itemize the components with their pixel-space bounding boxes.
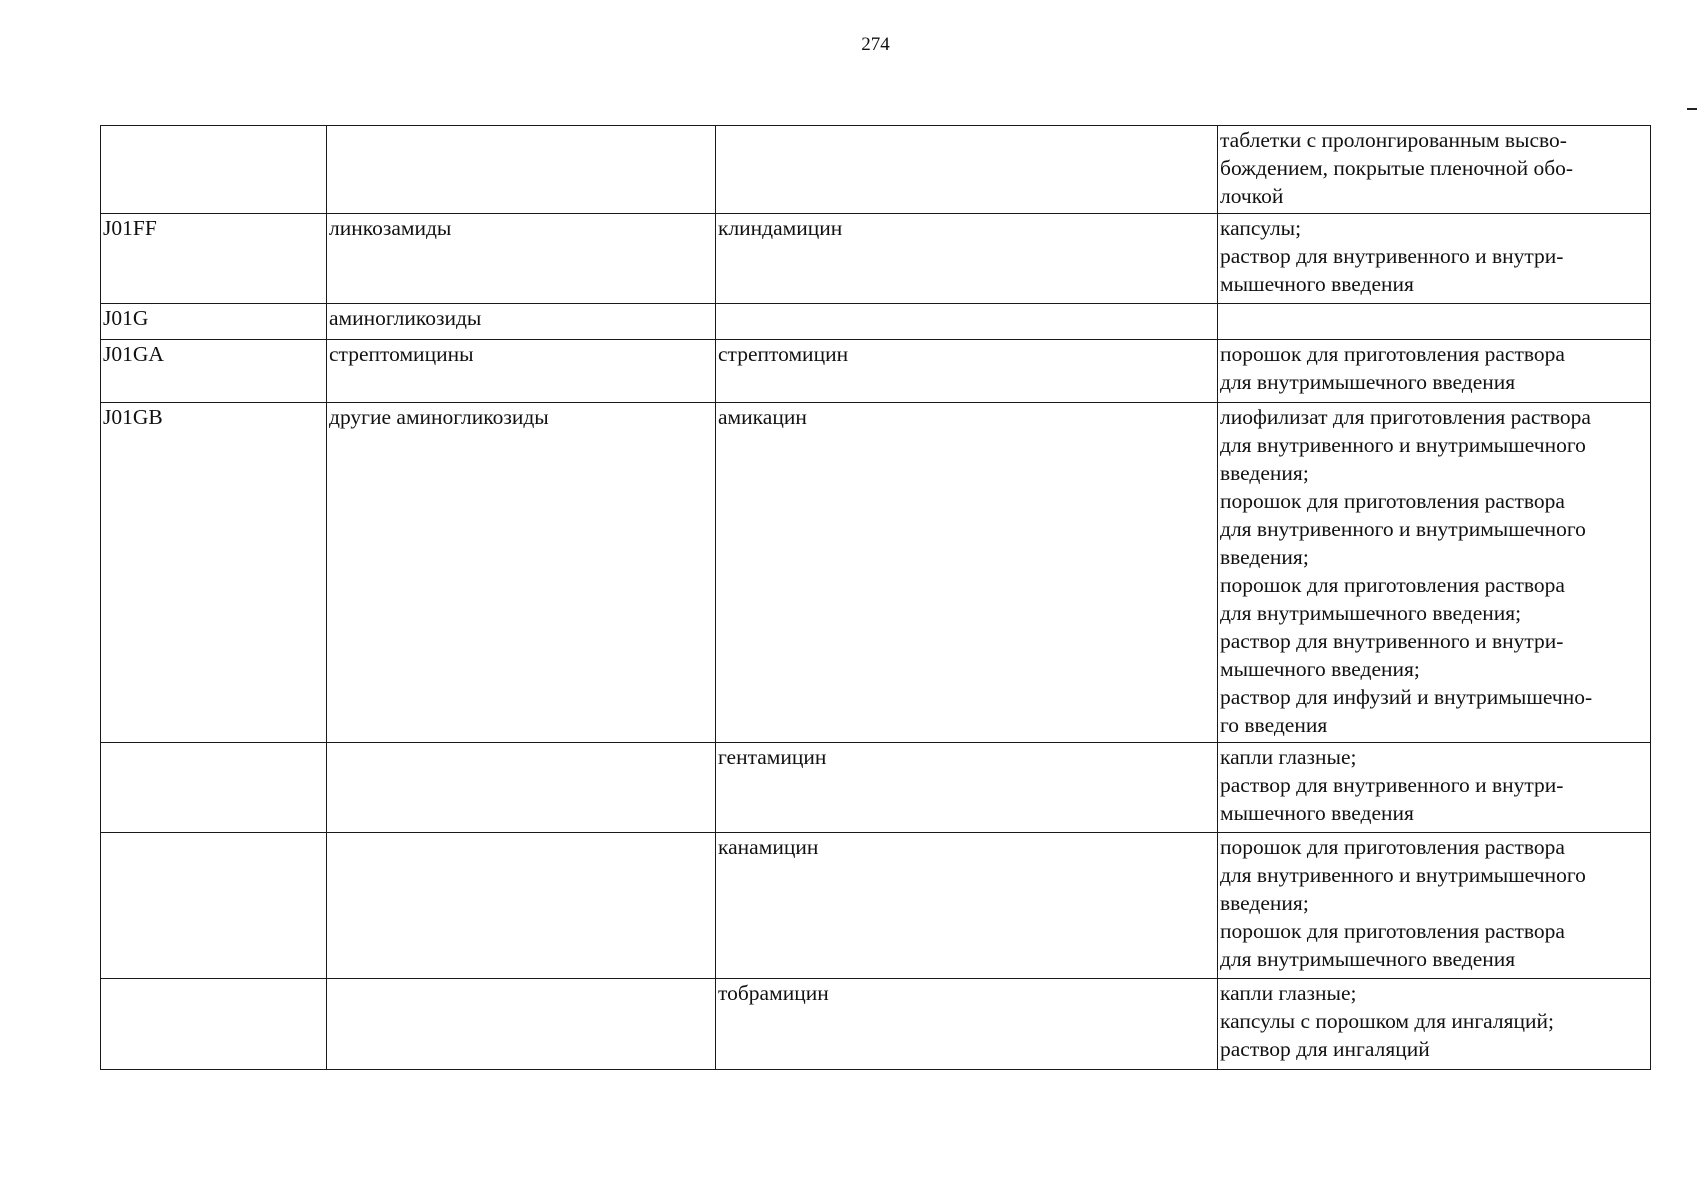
dosage-form-line: лочкой [1220, 184, 1284, 208]
atc-code-cell [101, 833, 327, 979]
pharmacological-group-cell: другие аминогликозиды [327, 403, 716, 743]
table-row [101, 126, 1651, 214]
atc-code-cell [101, 979, 327, 1070]
dosage-forms-cell [1218, 126, 1651, 214]
pharmacological-group-cell: стрептомицины [327, 340, 716, 403]
dosage-forms-cell [1218, 214, 1651, 304]
dosage-form-line: порошок для приготовления раствора [1220, 919, 1565, 943]
drug-name-cell [716, 304, 1218, 340]
dosage-form-line: го введения [1220, 713, 1328, 737]
dosage-form-line: бождением, покрытые пленочной обо- [1220, 156, 1574, 180]
atc-code-cell: J01G [101, 304, 327, 340]
page-number: 274 [861, 34, 890, 55]
pharmacological-group-cell [327, 833, 716, 979]
dosage-form-line: раствор для внутривенного и внутри- [1220, 244, 1564, 268]
pharmacological-group-cell: линкозамиды [327, 214, 716, 304]
dosage-form-line: введения; [1220, 461, 1309, 485]
atc-code-cell [101, 743, 327, 833]
dosage-forms-cell [1218, 403, 1651, 743]
table-row [101, 214, 1651, 304]
table-row [101, 304, 1651, 340]
table-row [101, 743, 1651, 833]
dosage-form-line: введения; [1220, 891, 1309, 915]
atc-code-cell: J01GB [101, 403, 327, 743]
dosage-form-line: для внутримышечного введения [1220, 947, 1516, 971]
dosage-form-line: раствор для внутривенного и внутри- [1220, 629, 1564, 653]
dosage-form-line: раствор для инфузий и внутримышечно- [1220, 685, 1593, 709]
dosage-forms-cell [1218, 743, 1651, 833]
dosage-form-line: для внутримышечного введения; [1220, 601, 1522, 625]
drug-name-cell: канамицин [716, 833, 1218, 979]
dosage-form-line: капсулы; [1220, 216, 1302, 240]
dosage-forms-cell [1218, 340, 1651, 403]
pharmacological-group-cell [327, 126, 716, 214]
dosage-forms-cell [1218, 833, 1651, 979]
dosage-form-line: порошок для приготовления раствора [1220, 835, 1565, 859]
pharmacological-group-cell [327, 743, 716, 833]
dosage-form-line: мышечного введения; [1220, 657, 1420, 681]
dosage-form-line: мышечного введения [1220, 801, 1414, 825]
dosage-form-line: порошок для приготовления раствора [1220, 573, 1565, 597]
drug-name-cell: гентамицин [716, 743, 1218, 833]
atc-code-cell [101, 126, 327, 214]
dosage-form-line: для внутривенного и внутримышечного [1220, 517, 1586, 541]
dosage-form-line: введения; [1220, 545, 1309, 569]
dosage-form-line: для внутривенного и внутримышечного [1220, 433, 1586, 457]
dosage-form-line: раствор для внутривенного и внутри- [1220, 773, 1564, 797]
table-row [101, 340, 1651, 403]
dosage-form-line: раствор для ингаляций [1220, 1037, 1430, 1061]
dosage-forms-cell [1218, 979, 1651, 1070]
drug-name-cell: амикацин [716, 403, 1218, 743]
dosage-form-line: таблетки с пролонгированным высво- [1220, 128, 1567, 152]
table-row [101, 403, 1651, 743]
table-row [101, 979, 1651, 1070]
dosage-form-line: порошок для приготовления раствора [1220, 489, 1565, 513]
drug-name-cell: клиндамицин [716, 214, 1218, 304]
pharmacological-group-cell [327, 979, 716, 1070]
dosage-form-line: капсулы с порошком для ингаляций; [1220, 1009, 1555, 1033]
drug-name-cell: тобрамицин [716, 979, 1218, 1070]
dosage-form-line: мышечного введения [1220, 272, 1414, 296]
dosage-form-line: порошок для приготовления раствора [1220, 342, 1565, 366]
dosage-form-line: для внутривенного и внутримышечного [1220, 863, 1586, 887]
dosage-form-line: лиофилизат для приготовления раствора [1220, 405, 1591, 429]
pharmacological-group-cell: аминогликозиды [327, 304, 716, 340]
table-body [101, 126, 1651, 1070]
dosage-form-line: для внутримышечного введения [1220, 370, 1516, 394]
drug-name-cell [716, 126, 1218, 214]
table-row [101, 833, 1651, 979]
drug-name-cell: стрептомицин [716, 340, 1218, 403]
scan-edge-mark [1687, 108, 1697, 110]
dosage-form-line: капли глазные; [1220, 981, 1357, 1005]
dosage-forms-cell [1218, 304, 1651, 340]
drug-classification-table [100, 125, 1651, 1070]
atc-code-cell: J01FF [101, 214, 327, 304]
dosage-form-line: капли глазные; [1220, 745, 1357, 769]
atc-code-cell: J01GA [101, 340, 327, 403]
